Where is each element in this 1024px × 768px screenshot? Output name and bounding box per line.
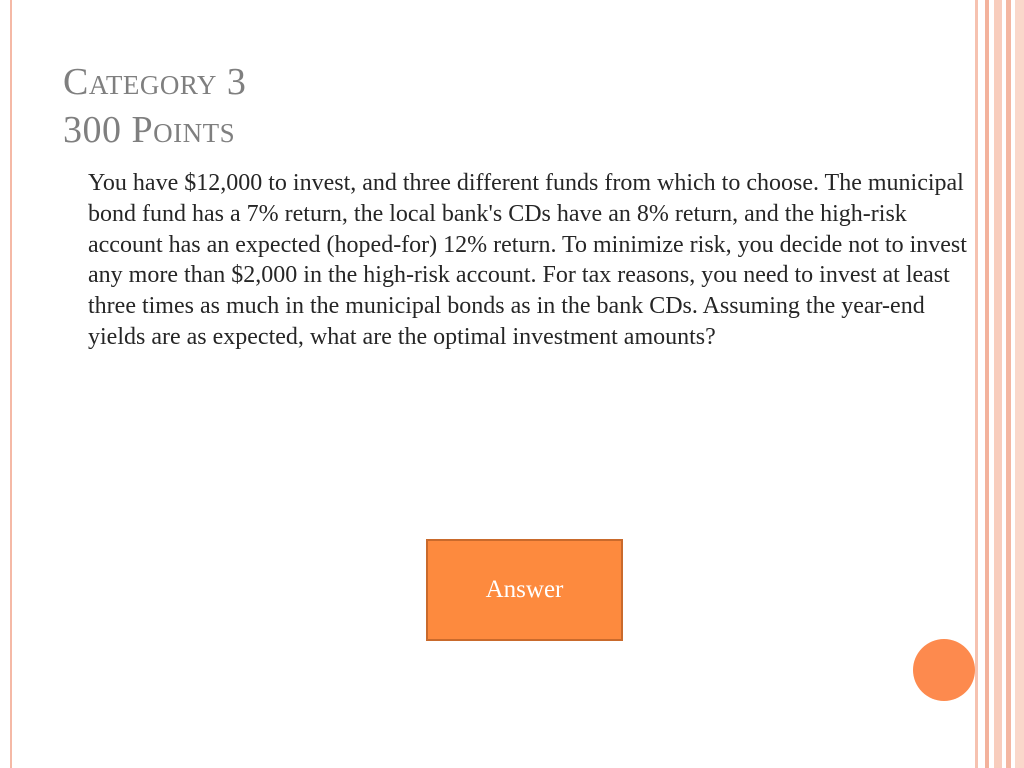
question-text: You have $12,000 to invest, and three different funds from which to choose. The municipal bond fund has a 7% return, the local bank's CDs have an 8% return, and the high-risk account has an expected (hoped-for) 12% return. To minimize risk, you decide not to invest any more than $2,000 in the high-risk account. For tax reasons, you need to invest at least three times as much in the municipal bonds as in the bank CDs. Assuming the year-end yields are as expected, what are the optimal investment amounts? [88, 170, 967, 350]
slide-title [63, 58, 246, 154]
answer-button[interactable]: Answer [426, 539, 623, 641]
title-points: 300 Points [63, 109, 236, 151]
title-category: Category 3 [63, 61, 247, 103]
right-decorative-stripe [985, 0, 989, 768]
right-decorative-stripe [975, 0, 978, 768]
left-decorative-rule [10, 0, 12, 768]
right-decorative-stripe [1006, 0, 1011, 768]
right-decorative-stripe [1015, 0, 1024, 768]
right-decorative-stripe [994, 0, 1002, 768]
decorative-circle [913, 639, 975, 701]
